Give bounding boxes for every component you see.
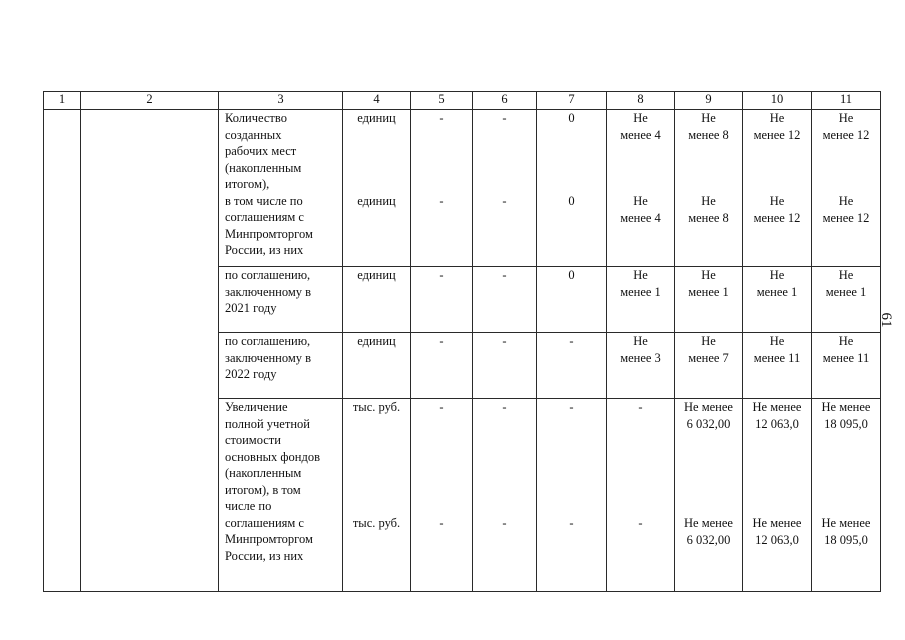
value-text: Не менее 6 032,00 [684,516,733,547]
value-cell [473,399,537,592]
value-text: - [569,334,574,348]
value-cell [607,333,675,399]
value-text: Не менее 11 [822,334,870,365]
value-text: Не менее 4 [620,194,661,225]
value-text: Не менее 1 [620,268,661,299]
value-cell [743,333,812,399]
indicator-text: Количество созданных рабочих мест (накопленным итогом), [225,111,302,191]
value-cell [473,333,537,399]
value-text: Не менее 18 095,0 [821,516,871,547]
value-text: - [439,193,444,208]
indicator-cell [219,267,343,333]
value-text: - [439,334,444,348]
unit-cell [343,399,411,592]
header-cell: 9 [675,92,743,110]
value-cell [537,333,607,399]
value-cell [411,333,473,399]
value-cell [812,399,881,592]
value-text: единиц [357,268,396,282]
value-cell [473,110,537,267]
indicator-text: в том числе по соглашениям с Минпромторгом России, из них [225,193,313,257]
value-text: - [502,268,507,282]
value-cell [411,110,473,267]
value-text: Не менее 4 [620,111,661,142]
indicators-table [43,91,881,592]
header-cell: 3 [219,92,343,110]
value-cell [411,267,473,333]
value-cell [537,110,607,267]
header-cell: 1 [44,92,81,110]
value-text: - [439,515,444,530]
value-cell [607,110,675,267]
value-text: Не менее 6 032,00 [684,400,733,431]
value-text: - [502,334,507,348]
value-text: Не менее 12 063,0 [752,516,802,547]
value-cell [537,267,607,333]
value-text: единиц [357,193,396,208]
value-cell [812,110,881,267]
col1-cell [44,110,81,592]
value-text: - [439,400,444,414]
header-cell: 2 [81,92,219,110]
header-cell: 7 [537,92,607,110]
value-cell [743,110,812,267]
value-text: Не менее 11 [753,334,801,365]
value-text: тыс. руб. [352,515,401,530]
unit-cell [343,110,411,267]
table-row [44,110,881,267]
indicator-text: Увеличение полной учетной стоимости основных фондов (накопленным итогом), в том числе по [225,400,320,513]
value-text: Не менее 8 [688,194,729,225]
value-cell [675,110,743,267]
value-text: - [439,268,444,282]
value-cell [743,399,812,592]
value-text: - [638,515,643,530]
value-text: - [502,193,507,208]
value-cell [675,267,743,333]
value-text: - [502,515,507,530]
header-cell: 4 [343,92,411,110]
value-text: 0 [568,268,575,282]
value-text: Не менее 1 [756,268,798,299]
value-text: - [439,111,444,125]
value-text: Не менее 12 [753,111,801,142]
value-text: Не менее 12 [822,111,870,142]
value-cell [743,267,812,333]
value-text: - [569,515,574,530]
page-number: 61 [878,312,894,328]
unit-cell [343,267,411,333]
value-cell [675,399,743,592]
value-cell [812,333,881,399]
indicator-cell [219,399,343,592]
header-row [44,92,881,110]
value-text: Не менее 7 [688,334,729,365]
unit-cell [343,333,411,399]
value-text: Не менее 12 063,0 [752,400,802,431]
indicator-cell [219,110,343,267]
indicator-text: соглашениям с Минпромторгом России, из них [225,515,313,563]
value-text: единиц [357,334,396,348]
value-text: - [569,400,574,414]
header-cell: 10 [743,92,812,110]
value-text: - [502,111,507,125]
value-cell [812,267,881,333]
value-cell [473,267,537,333]
value-text: Не менее 8 [688,111,729,142]
indicator-text: по соглашению, заключенному в 2022 году [225,334,312,381]
header-cell: 5 [411,92,473,110]
value-text: - [638,400,643,414]
value-text: - [502,400,507,414]
value-text: Не менее 12 [753,194,801,225]
value-text: Не менее 12 [822,194,870,225]
value-cell [607,399,675,592]
value-cell [675,333,743,399]
value-text: Не менее 3 [620,334,661,365]
value-text: 0 [568,193,575,208]
col2-cell [81,110,219,592]
header-cell: 6 [473,92,537,110]
value-text: Не менее 1 [825,268,867,299]
value-cell [537,399,607,592]
value-cell [607,267,675,333]
value-text: 0 [568,111,575,125]
value-text: единиц [357,111,396,125]
value-text: Не менее 18 095,0 [821,400,871,431]
indicator-cell [219,333,343,399]
header-cell: 11 [812,92,881,110]
indicator-text: по соглашению, заключенному в 2021 году [225,268,312,315]
value-cell [411,399,473,592]
header-cell: 8 [607,92,675,110]
value-text: Не менее 1 [688,268,729,299]
value-text: тыс. руб. [352,400,401,414]
